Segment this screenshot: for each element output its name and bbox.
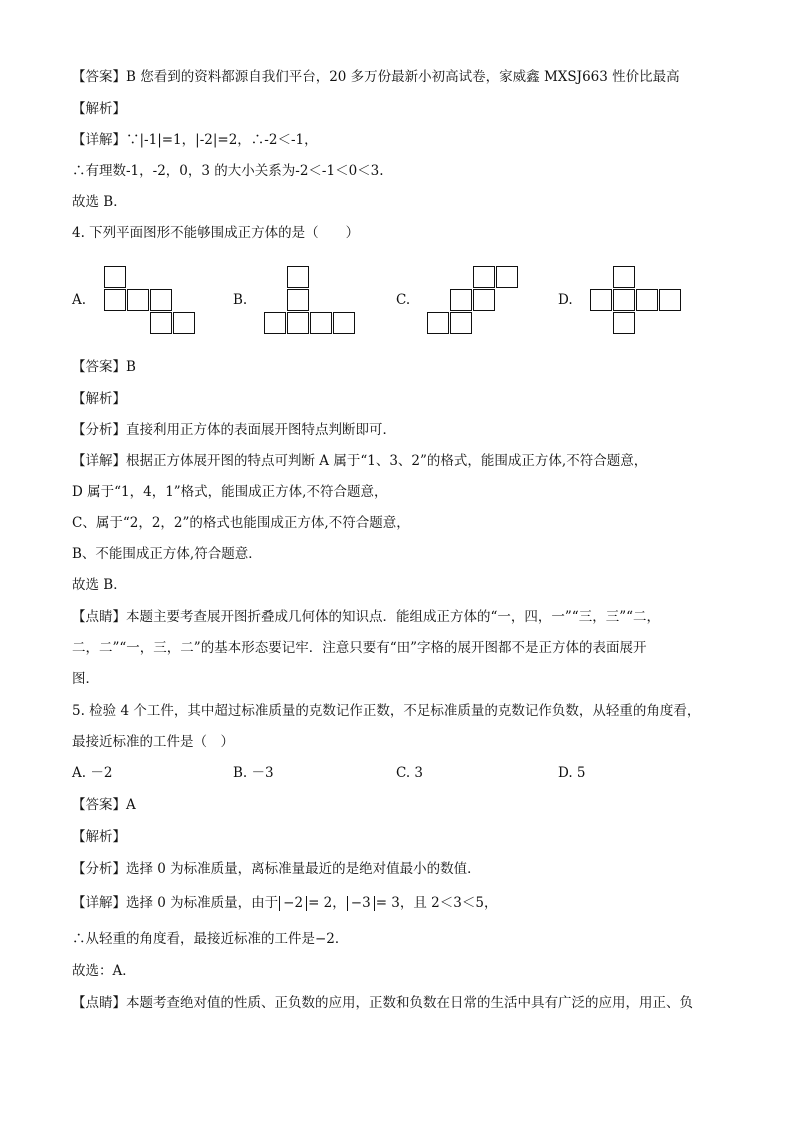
net-a-cell (104, 289, 126, 311)
q5-conclusion: ∴从轻重的角度看，最接近标准的工件是−2． (72, 931, 349, 947)
prev-conclusion-line: ∴有理数-1，-2，0，3 的大小关系为-2＜-1＜0＜3. (72, 163, 384, 179)
q4-answer: 【答案】B (72, 359, 136, 375)
q4-detail-3: C、属于“2，2，2”的格式也能围成正方体,不符合题意， (72, 515, 410, 531)
net-a-cell (104, 266, 126, 288)
net-c-cell (496, 266, 518, 288)
prev-jiexi-heading: 【解析】 (72, 101, 126, 117)
q5-option-d: D. 5 (558, 765, 586, 781)
q5-option-c: C. 3 (396, 765, 424, 781)
q4-jiexi-heading: 【解析】 (72, 391, 126, 407)
q5-comment-1: 【点睛】本题考查绝对值的性质、正负数的应用，正数和负数在日常的生活中具有广泛的应用，用正、负 (72, 995, 693, 1011)
q5-detail-eq-1: = 2， (308, 895, 346, 911)
net-c-cell (450, 312, 472, 334)
q5-answer: 【答案】A (72, 797, 136, 813)
net-d-cell (613, 289, 635, 311)
prev-choose-line: 故选 B． (72, 194, 127, 210)
q4-option-d-label: D. (558, 292, 573, 308)
net-d-cell (590, 289, 612, 311)
net-d-cell (659, 289, 681, 311)
q5-detail (72, 894, 732, 912)
q5-abs-value-1: −2 (279, 896, 307, 911)
q4-option-c-label: C. (396, 292, 411, 308)
net-b-cell (310, 312, 332, 334)
q4-option-a-label: A. (72, 292, 87, 308)
net-c-cell (473, 266, 495, 288)
q5-analysis: 【分析】选择 0 为标准质量，离标准量最近的是绝对值最小的数值． (72, 861, 481, 877)
q4-detail-1: 【详解】根据正方体展开图的特点可判断 A 属于“1、3、2”的格式，能围成正方体,不符合题意， (72, 453, 648, 469)
q4-stem: 4. 下列平面图形不能够围成正方体的是（ ） (72, 225, 360, 241)
net-b-cell (287, 312, 309, 334)
net-a-cell (150, 312, 172, 334)
net-a-cell (173, 312, 195, 334)
prev-detail-line: 【详解】∵|-1|=1，|-2|=2，∴-2＜-1， (72, 132, 318, 148)
q4-choose: 故选 B． (72, 577, 127, 593)
q4-detail-2: D 属于“1，4，1”格式，能围成正方体,不符合题意， (72, 484, 388, 500)
prev-answer-line: 【答案】B 您看到的资料都源自我们平台，20 多万份最新小初高试卷，家威鑫 MXSJ663 性价比最高 (72, 69, 680, 85)
cube-net-b (264, 266, 357, 334)
net-d-cell (613, 266, 635, 288)
net-c-cell (450, 289, 472, 311)
net-c-cell (427, 312, 449, 334)
cube-net-d (590, 266, 683, 334)
q4-comment-1: 【点睛】本题主要考查展开图折叠成几何体的知识点．能组成正方体的“一，四，一”“三，三”“二， (72, 609, 661, 625)
q5-option-a: A. －2 (72, 765, 113, 781)
q5-detail-eq-2: = 3，且 2＜3＜5， (375, 895, 498, 911)
q5-stem-1: 5. 检验 4 个工件，其中超过标准质量的克数记作正数，不足标准质量的克数记作负数，从轻重的角度看， (72, 703, 701, 719)
net-a-cell (127, 289, 149, 311)
cube-net-a (104, 266, 196, 334)
q4-detail-4: B、不能围成正方体,符合题意． (72, 546, 262, 562)
cube-net-c (427, 266, 520, 334)
q4-comment-2: 二，二”“一，三，二”的基本形态要记牢．注意只要有“田”字格的展开图都不是正方体的表面展开 (72, 640, 647, 656)
net-d-cell (613, 312, 635, 334)
q5-jiexi-heading: 【解析】 (72, 829, 126, 845)
q5-option-b: B. －3 (233, 765, 274, 781)
net-b-cell (264, 312, 286, 334)
q5-choose: 故选：A． (72, 963, 136, 979)
net-d-cell (636, 289, 658, 311)
q5-abs-value-2: −3 (347, 896, 375, 911)
net-b-cell (287, 266, 309, 288)
net-b-cell (333, 312, 355, 334)
net-c-cell (473, 289, 495, 311)
q4-option-b-label: B. (233, 292, 248, 308)
q5-stem-2: 最接近标准的工件是（ ） (72, 734, 234, 750)
q4-comment-3: 图． (72, 671, 99, 687)
q5-detail-prefix: 【详解】选择 0 为标准质量，由于 (72, 895, 279, 911)
q4-analysis: 【分析】直接利用正方体的表面展开图特点判断即可． (72, 422, 396, 438)
net-a-cell (150, 289, 172, 311)
net-b-cell (287, 289, 309, 311)
